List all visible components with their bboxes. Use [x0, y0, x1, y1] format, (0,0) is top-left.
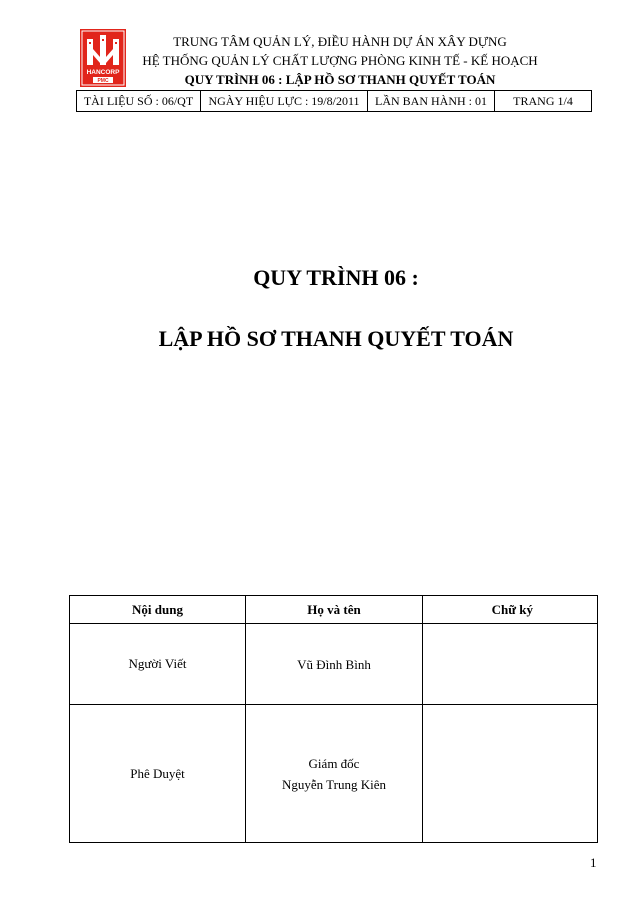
approver-signature-cell	[423, 705, 597, 842]
page-number: 1	[590, 855, 597, 870]
role-writer: Người Viết	[70, 624, 246, 704]
header-full-name: Họ và tên	[246, 596, 423, 623]
edition-number: LẦN BAN HÀNH : 01	[367, 91, 494, 111]
approver-name-cell	[246, 705, 423, 842]
approver-name: Nguyễn Trung Kiên	[281, 776, 386, 792]
table-row	[70, 624, 597, 705]
logo-subtext: PMC	[97, 78, 109, 84]
writer-signature-cell	[423, 624, 597, 704]
document-meta-row	[76, 90, 592, 112]
header-signature: Chữ ký	[491, 601, 533, 617]
procedure-name: QUY TRÌNH 06 : LẬP HỒ SƠ THANH QUYẾT TOÁN	[184, 72, 496, 87]
writer-name-cell	[246, 624, 423, 704]
quality-system-name: HỆ THỐNG QUẢN LÝ CHẤT LƯỢNG PHÒNG KINH TẾ - KẾ HOẠCH	[142, 53, 538, 68]
table-row	[70, 705, 597, 842]
main-title: QUY TRÌNH 06 :	[253, 265, 419, 290]
effective-date: NGÀY HIỆU LỰC : 19/8/2011	[200, 91, 367, 111]
header-content: Nội dung	[70, 596, 246, 623]
document-number: TÀI LIỆU SỐ : 06/QT	[83, 93, 194, 108]
approver-position: Giám đốc	[308, 755, 360, 771]
hancorp-pmc-logo	[80, 29, 126, 87]
signature-table	[69, 595, 598, 843]
writer-name: Vũ Đình Bình	[297, 656, 371, 672]
organization-name: TRUNG TÂM QUẢN LÝ, ĐIỀU HÀNH DỰ ÁN XÂY DỰNG	[173, 34, 507, 49]
page-indicator: TRANG 1/4	[494, 91, 591, 111]
role-approver: Phê Duyệt	[70, 705, 246, 842]
main-subtitle: LẬP HỒ SƠ THANH QUYẾT TOÁN	[158, 326, 514, 351]
table-header-row	[70, 596, 597, 624]
logo-text: HANCORP	[86, 69, 120, 76]
